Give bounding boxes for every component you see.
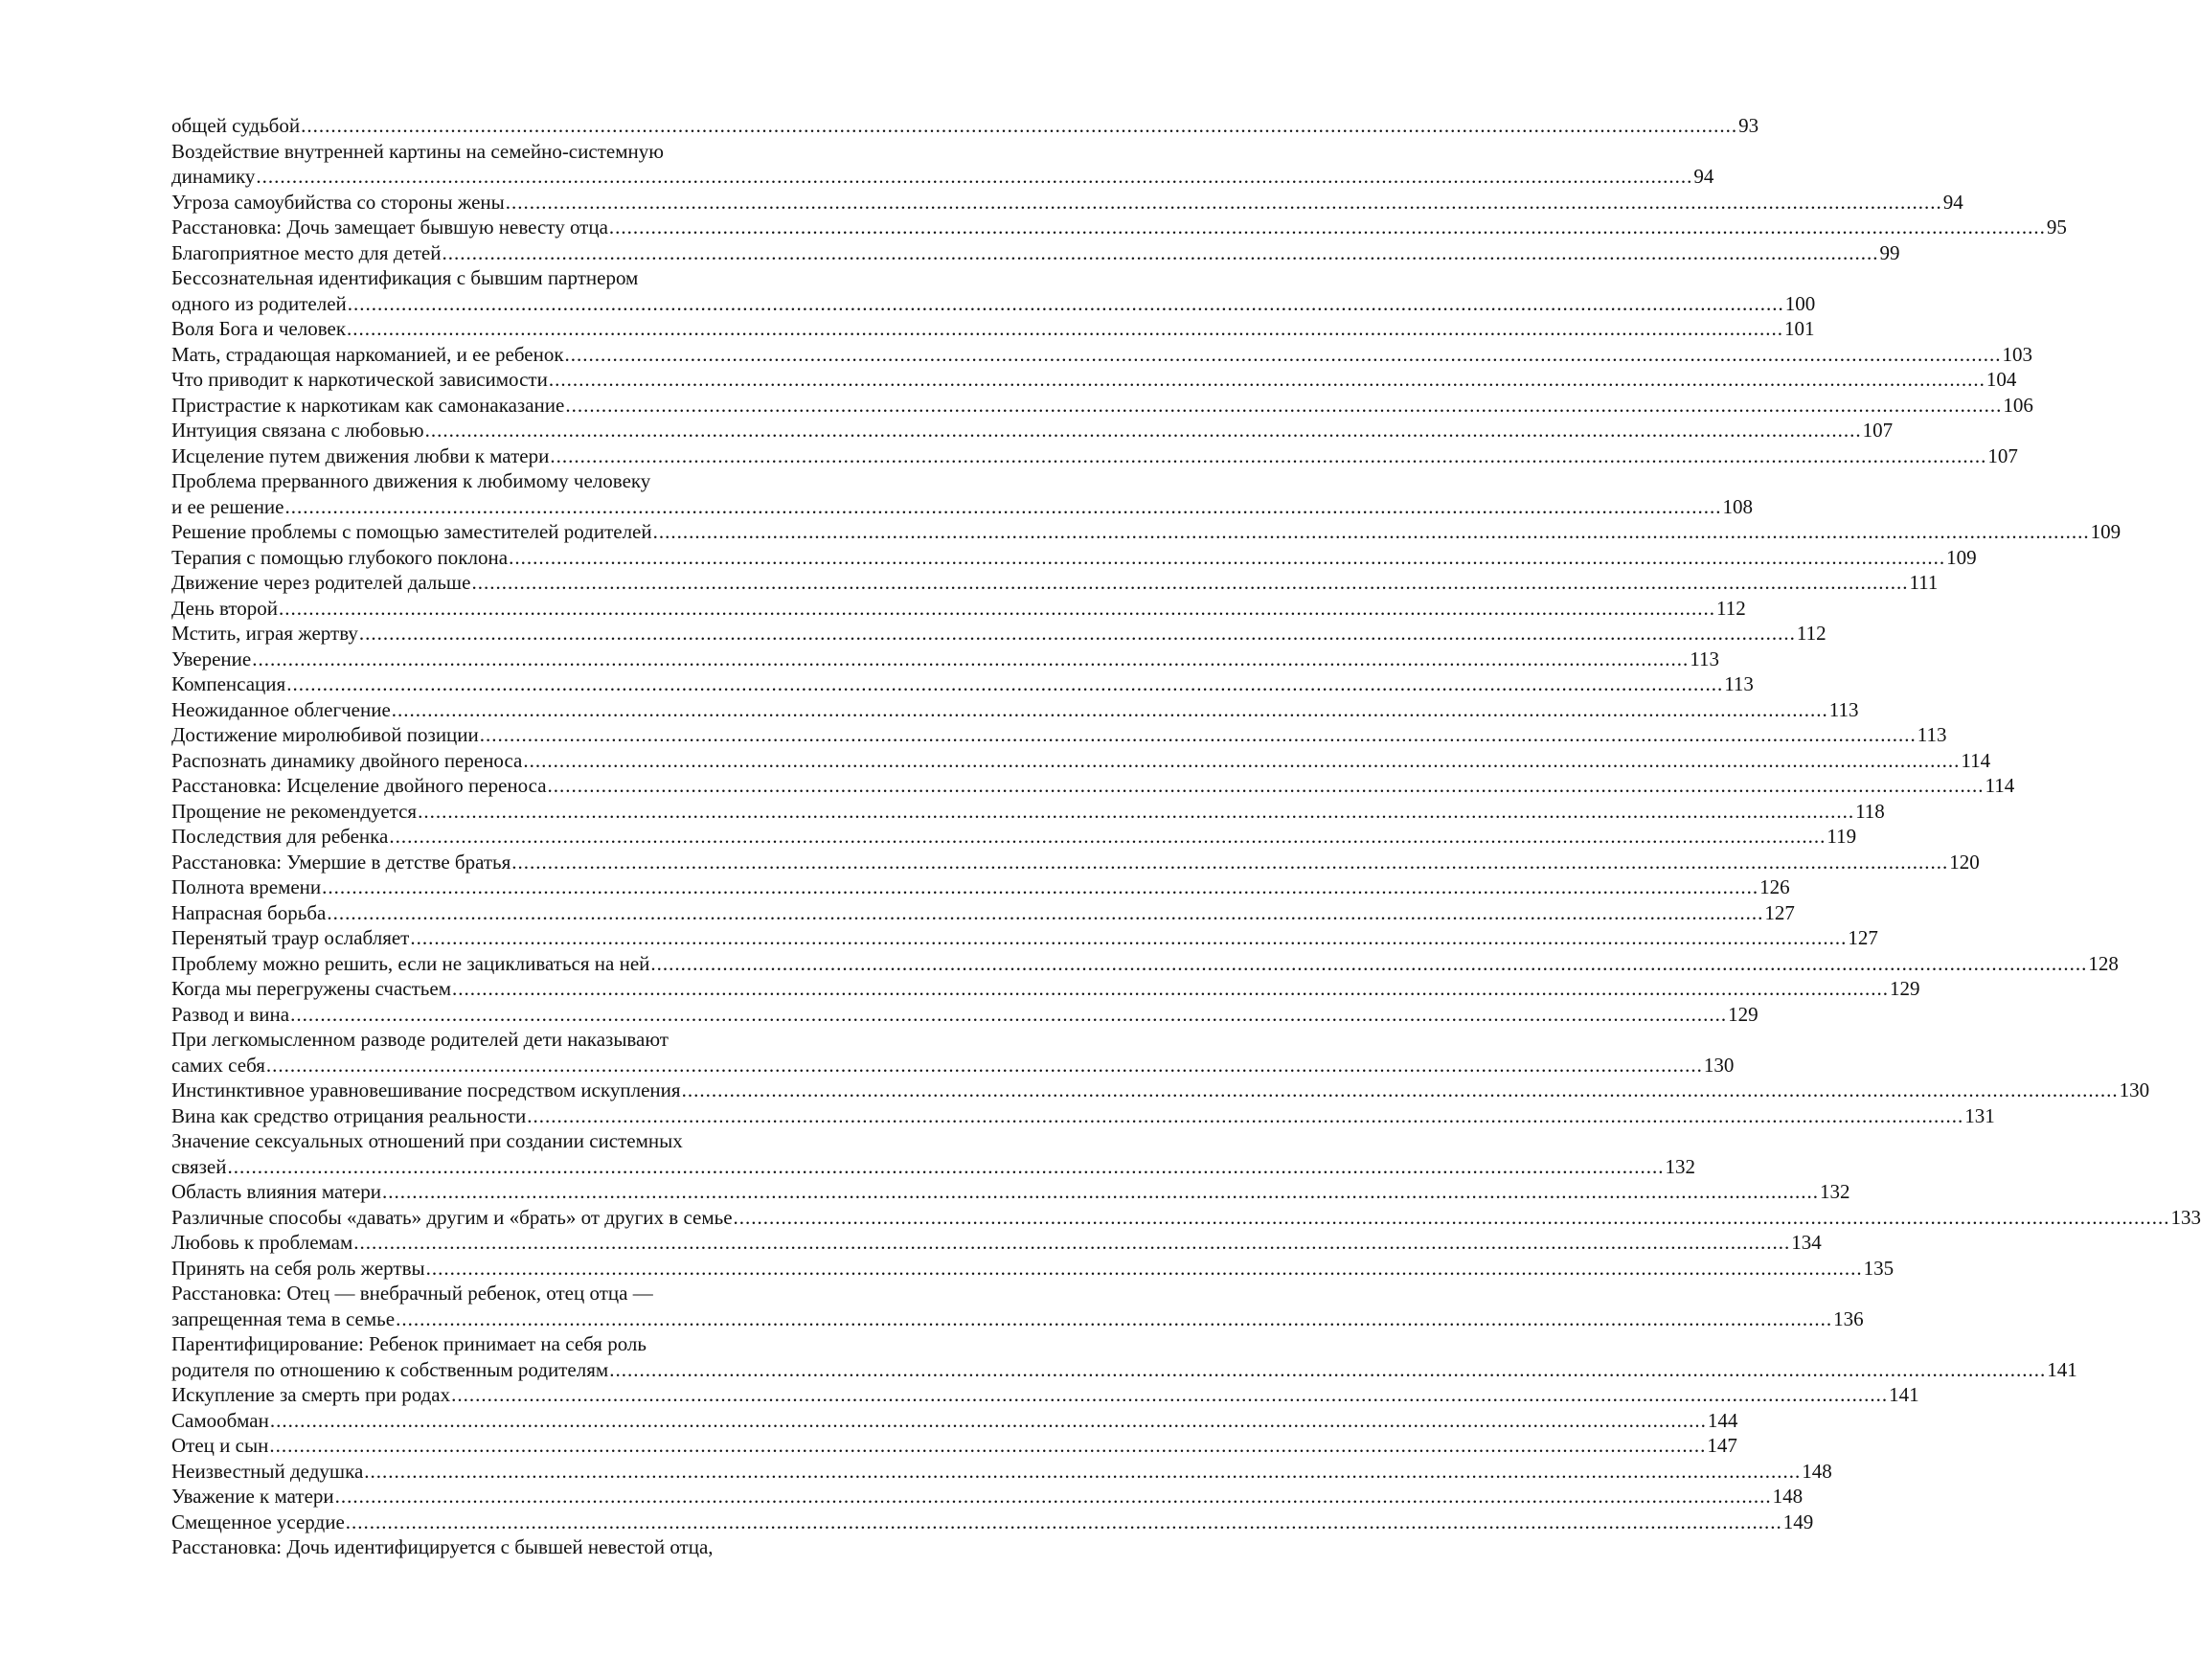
toc-page-number: 128: [2088, 951, 2119, 975]
toc-entry-title: Любовь к проблемам: [171, 1231, 353, 1254]
toc-page-number: 149: [1782, 1510, 1814, 1533]
toc-entry: [171, 393, 2033, 419]
toc-line: [171, 1408, 1738, 1434]
dot-leader: ................................................................................................................................................................................................................................................: [452, 977, 1889, 1000]
toc-entry-title: Искупление за смерть при родах: [171, 1383, 451, 1406]
toc-entry: [171, 1205, 2201, 1231]
toc-line: [171, 393, 2033, 419]
toc-entry-title: и ее решение: [171, 494, 284, 518]
toc-entry: [171, 1534, 899, 1560]
toc-page-number: 113: [1828, 697, 1859, 721]
toc-entry: [171, 418, 1894, 443]
toc-page-number: 113: [1690, 647, 1719, 670]
toc-page-number: 112: [1796, 622, 1827, 645]
toc-line: [171, 621, 1827, 647]
toc-page-number: 126: [1759, 875, 1790, 898]
toc-entry-title: Бессознательная идентификация с бывшим партнером: [171, 266, 639, 289]
toc-entry: [171, 925, 1878, 951]
toc-entry: [171, 570, 1939, 596]
toc-line: [171, 468, 899, 494]
toc-page-number: 114: [1985, 774, 2015, 797]
toc-page-number: 107: [1987, 443, 2018, 467]
toc-entry: [171, 1331, 2077, 1382]
toc-line: [171, 671, 1754, 697]
toc-line: [171, 748, 1991, 774]
toc-entry: [171, 824, 1857, 850]
toc-line: [171, 1128, 899, 1154]
toc-entry-title: Смещенное усердие: [171, 1510, 345, 1533]
toc-entry-title: День второй: [171, 596, 278, 620]
dot-leader: ................................................................................................................................................................................................................................................: [353, 1231, 1791, 1254]
dot-leader: ................................................................................................................................................................................................................................................: [364, 1459, 1802, 1483]
toc-line: [171, 418, 1894, 443]
toc-line: [171, 443, 2018, 469]
toc-line: [171, 139, 899, 165]
toc-line: [171, 596, 1746, 622]
toc-entry-title: Движение через родителей дальше: [171, 571, 471, 594]
toc-line: [171, 113, 1759, 139]
toc-entry: [171, 596, 1746, 622]
toc-entry: [171, 139, 1714, 190]
toc-line: [171, 1534, 899, 1560]
toc-line: [171, 1002, 1759, 1028]
toc-entry: [171, 1078, 2150, 1103]
toc-page-number: 104: [1985, 368, 2017, 391]
toc-entry-title: Расстановка: Умершие в детстве братья: [171, 850, 511, 874]
toc-entry-title: Угроза самоубийства со стороны жены: [171, 190, 505, 214]
toc-entry-title: Неожиданное облегчение: [171, 697, 391, 721]
toc-entry: [171, 1103, 1995, 1129]
dot-leader: ................................................................................................................................................................................................................................................: [527, 1103, 1964, 1127]
toc-line: [171, 799, 1885, 825]
toc-entry-title: Расстановка: Отец — внебрачный ребенок, отец отца —: [171, 1282, 653, 1305]
toc-entry-title: Развод и вина: [171, 1002, 290, 1026]
toc-entry-title: Пристрастие к наркотикам как самонаказание: [171, 393, 565, 417]
toc-page-number: 101: [1784, 317, 1815, 340]
toc-entry-title: Решение проблемы с помощью заместителей родителей: [171, 520, 652, 543]
dot-leader: ................................................................................................................................................................................................................................................: [565, 393, 2003, 417]
toc-page-number: 133: [2170, 1205, 2201, 1229]
toc-entry: [171, 1027, 1735, 1078]
toc-entry: [171, 773, 2015, 799]
toc-entry-title: Различные способы «давать» другим и «брать» от других в семье: [171, 1205, 733, 1229]
toc-page-number: 109: [2090, 520, 2122, 543]
dot-leader: ................................................................................................................................................................................................................................................: [345, 1510, 1782, 1533]
toc-entry: [171, 1281, 1864, 1331]
toc-entry: [171, 799, 1885, 825]
toc-entry: [171, 443, 2018, 469]
toc-entry-title: Проблема прерванного движения к любимому человеку: [171, 469, 651, 492]
dot-leader: ................................................................................................................................................................................................................................................: [327, 900, 1764, 924]
toc-page-number: 99: [1879, 240, 1900, 264]
toc-entry: [171, 671, 1754, 697]
toc-entry: [171, 1433, 1737, 1459]
dot-leader: ................................................................................................................................................................................................................................................: [547, 774, 1985, 797]
toc-entry: [171, 545, 1977, 571]
dot-leader: ................................................................................................................................................................................................................................................: [269, 1434, 1707, 1457]
toc-page-number: 129: [1890, 977, 1920, 1000]
toc-entry: [171, 748, 1991, 774]
toc-page-number: 141: [2047, 1357, 2077, 1381]
toc-page-number: 127: [1848, 926, 1878, 949]
toc-entry: [171, 1128, 1695, 1179]
toc-page-number: 130: [1703, 1053, 1735, 1077]
toc-entry-title: Принять на себя роль жертвы: [171, 1256, 425, 1280]
dot-leader: ................................................................................................................................................................................................................................................: [252, 647, 1690, 670]
toc-entry: [171, 874, 1790, 900]
toc-line: [171, 545, 1977, 571]
toc-entry-title: Когда мы перегружены счастьем: [171, 977, 451, 1000]
toc-page-number: 118: [1855, 799, 1885, 823]
toc-line: [171, 1103, 1995, 1129]
toc-line: [171, 697, 1859, 723]
toc-entry: [171, 647, 1719, 672]
toc-line: [171, 367, 2017, 393]
toc-entry-title: Терапия с помощью глубокого поклона: [171, 545, 509, 569]
toc-entry: [171, 240, 1900, 266]
dot-leader: ................................................................................................................................................................................................................................................: [334, 1485, 1772, 1508]
dot-leader: ................................................................................................................................................................................................................................................: [425, 1256, 1863, 1280]
toc-line: [171, 215, 2067, 240]
dot-leader: ................................................................................................................................................................................................................................................: [652, 520, 2090, 543]
toc-entry: [171, 1382, 1919, 1408]
toc-entry: [171, 215, 2067, 240]
toc-line: [171, 164, 1714, 190]
toc-entry-title: связей: [171, 1154, 227, 1178]
toc-line: [171, 316, 1815, 342]
dot-leader: ................................................................................................................................................................................................................................................: [269, 1408, 1707, 1432]
dot-leader: ................................................................................................................................................................................................................................................: [471, 571, 1909, 594]
dot-leader: ................................................................................................................................................................................................................................................: [451, 1383, 1889, 1406]
dot-leader: ................................................................................................................................................................................................................................................: [284, 494, 1722, 518]
toc-line: [171, 1433, 1737, 1459]
dot-leader: ................................................................................................................................................................................................................................................: [479, 723, 1917, 746]
toc-entry-title: Достижение миролюбивой позиции: [171, 723, 479, 746]
toc-entry: [171, 1002, 1759, 1028]
toc-line: [171, 1484, 1804, 1510]
toc-line: [171, 1357, 2077, 1383]
toc-page-number: 111: [1909, 571, 1939, 594]
toc-page-number: 107: [1862, 419, 1894, 442]
dot-leader: ................................................................................................................................................................................................................................................: [347, 317, 1784, 340]
toc-entry: [171, 900, 1795, 926]
dot-leader: ................................................................................................................................................................................................................................................: [396, 1306, 1833, 1330]
toc-page-number: 132: [1665, 1154, 1695, 1178]
toc-page-number: 131: [1964, 1103, 1995, 1127]
toc-page-number: 94: [1693, 165, 1714, 188]
toc-entry: [171, 1459, 1832, 1485]
dot-leader: ................................................................................................................................................................................................................................................: [650, 951, 2088, 975]
toc-entry-title: Расстановка: Исцеление двойного переноса: [171, 774, 547, 797]
toc-page-number: 93: [1738, 114, 1759, 137]
toc-entry-title: При легкомысленном разводе родителей дети наказывают: [171, 1028, 669, 1051]
dot-leader: ................................................................................................................................................................................................................................................: [523, 748, 1961, 772]
toc-line: [171, 1154, 1695, 1180]
toc-entry: [171, 850, 1980, 875]
toc-line: [171, 874, 1790, 900]
toc-page-number: 135: [1863, 1256, 1895, 1280]
toc-entry: [171, 190, 1963, 216]
toc-entry-title: Последствия для ребенка: [171, 825, 389, 848]
toc-page-number: 114: [1961, 748, 1991, 772]
dot-leader: ................................................................................................................................................................................................................................................: [550, 443, 1987, 467]
toc-page-number: 136: [1833, 1306, 1864, 1330]
toc-line: [171, 1179, 1850, 1205]
toc-line: [171, 925, 1878, 951]
toc-line: [171, 1459, 1832, 1485]
toc-line: [171, 1306, 1864, 1332]
dot-leader: ................................................................................................................................................................................................................................................: [391, 697, 1828, 721]
toc-page-number: 106: [2003, 393, 2033, 417]
toc-line: [171, 494, 1753, 520]
toc-line: [171, 1027, 899, 1053]
dot-leader: ................................................................................................................................................................................................................................................: [382, 1180, 1820, 1203]
toc-entry: [171, 316, 1815, 342]
toc-line: [171, 291, 1816, 317]
toc-entry-title: Интуиция связана с любовью: [171, 419, 424, 442]
toc-line: [171, 1078, 2150, 1103]
toc-entry-title: Уверение: [171, 647, 252, 670]
dot-leader: ................................................................................................................................................................................................................................................: [511, 850, 1949, 874]
toc-entry: [171, 468, 1753, 519]
toc-line: [171, 190, 1963, 216]
toc-page-number: 148: [1802, 1459, 1832, 1483]
toc-line: [171, 1510, 1814, 1535]
toc-entry-title: Напрасная борьба: [171, 900, 327, 924]
dot-leader: ................................................................................................................................................................................................................................................: [509, 545, 1946, 569]
dot-leader: ................................................................................................................................................................................................................................................: [548, 368, 1985, 391]
toc-page-number: 132: [1820, 1180, 1850, 1203]
toc-entry-title: запрещенная тема в семье: [171, 1306, 396, 1330]
toc-line: [171, 1331, 899, 1357]
dot-leader: ................................................................................................................................................................................................................................................: [227, 1154, 1665, 1178]
toc-entry: [171, 1408, 1738, 1434]
toc-entry: [171, 621, 1827, 647]
toc-entry-title: Проблему можно решить, если не зацикливаться на ней: [171, 951, 650, 975]
toc-entry: [171, 1256, 1895, 1282]
toc-line: [171, 722, 1947, 748]
toc-entry: [171, 265, 1816, 316]
toc-page-number: 148: [1772, 1485, 1804, 1508]
toc-entry: [171, 1179, 1850, 1205]
toc-line: [171, 519, 2122, 545]
dot-leader: ................................................................................................................................................................................................................................................: [347, 291, 1784, 315]
toc-line: [171, 1205, 2201, 1231]
toc-entry-title: Отец и сын: [171, 1434, 269, 1457]
toc-entry-title: Мать, страдающая наркоманией, и ее ребенок: [171, 342, 564, 366]
toc-entry: [171, 1230, 1822, 1256]
dot-leader: ................................................................................................................................................................................................................................................: [290, 1002, 1728, 1026]
toc-line: [171, 1053, 1735, 1078]
toc-entry-title: одного из родителей: [171, 291, 347, 315]
toc-entry-title: Распознать динамику двойного переноса: [171, 748, 523, 772]
toc-line: [171, 570, 1939, 596]
toc-entry-title: Инстинктивное уравновешивание посредством искупления: [171, 1078, 681, 1101]
toc-line: [171, 647, 1719, 672]
dot-leader: ................................................................................................................................................................................................................................................: [358, 622, 1796, 645]
toc-line: [171, 342, 2033, 368]
toc-line: [171, 976, 1920, 1002]
toc-page-number: 141: [1889, 1383, 1919, 1406]
dot-leader: ................................................................................................................................................................................................................................................: [442, 240, 1879, 264]
dot-leader: ................................................................................................................................................................................................................................................: [286, 672, 1724, 695]
dot-leader: ................................................................................................................................................................................................................................................: [389, 825, 1827, 848]
toc-entry-title: Что приводит к наркотической зависимости: [171, 368, 548, 391]
toc-entry-title: Самообман: [171, 1408, 269, 1432]
toc-page-number: 120: [1949, 850, 1980, 874]
toc-line: [171, 773, 2015, 799]
toc-page-number: 134: [1791, 1231, 1822, 1254]
dot-leader: ................................................................................................................................................................................................................................................: [256, 165, 1693, 188]
toc-entry: [171, 342, 2033, 368]
dot-leader: ................................................................................................................................................................................................................................................: [608, 216, 2046, 238]
toc-page-number: 112: [1716, 596, 1746, 620]
toc-entry: [171, 1484, 1804, 1510]
toc-page-number: 113: [1724, 672, 1754, 695]
toc-entry: [171, 951, 2119, 977]
toc-entry-title: Вина как средство отрицания реальности: [171, 1103, 527, 1127]
toc-entry-title: Значение сексуальных отношений при создании системных: [171, 1129, 683, 1152]
toc-line: [171, 240, 1900, 266]
toc-entry: [171, 722, 1947, 748]
dot-leader: ................................................................................................................................................................................................................................................: [410, 926, 1848, 949]
toc-entry: [171, 113, 1759, 139]
dot-leader: ................................................................................................................................................................................................................................................: [733, 1205, 2170, 1229]
table-of-contents: [171, 113, 2201, 1560]
toc-page-number: 108: [1722, 494, 1753, 518]
toc-line: [171, 850, 1980, 875]
dot-leader: ................................................................................................................................................................................................................................................: [424, 419, 1862, 442]
toc-page-number: 109: [1946, 545, 1977, 569]
toc-line: [171, 265, 899, 291]
toc-entry-title: Полнота времени: [171, 875, 322, 898]
toc-line: [171, 1382, 1919, 1408]
toc-page-number: 103: [2002, 342, 2033, 366]
toc-page-number: 129: [1728, 1002, 1759, 1026]
toc-line: [171, 951, 2119, 977]
toc-entry: [171, 519, 2122, 545]
toc-entry-title: Уважение к матери: [171, 1485, 334, 1508]
toc-page-number: 113: [1917, 723, 1947, 746]
toc-entry-title: Мстить, играя жертву: [171, 622, 358, 645]
dot-leader: ................................................................................................................................................................................................................................................: [609, 1357, 2047, 1381]
toc-entry-title: Компенсация: [171, 672, 286, 695]
toc-page-number: 127: [1764, 900, 1795, 924]
dot-leader: ................................................................................................................................................................................................................................................: [265, 1053, 1703, 1077]
toc-entry-title: общей судьбой: [171, 114, 301, 137]
dot-leader: ................................................................................................................................................................................................................................................: [564, 342, 2002, 366]
toc-page-number: 119: [1827, 825, 1857, 848]
toc-entry-title: Благоприятное место для детей: [171, 240, 442, 264]
toc-entry-title: Неизвестный дедушка: [171, 1459, 364, 1483]
toc-page-number: 130: [2119, 1078, 2150, 1101]
toc-entry-title: самих себя: [171, 1053, 265, 1077]
toc-line: [171, 1256, 1895, 1282]
dot-leader: ................................................................................................................................................................................................................................................: [418, 799, 1855, 823]
dot-leader: ................................................................................................................................................................................................................................................: [681, 1078, 2119, 1101]
dot-leader: ................................................................................................................................................................................................................................................: [505, 190, 1942, 214]
toc-entry-title: Перенятый траур ослабляет: [171, 926, 410, 949]
dot-leader: ................................................................................................................................................................................................................................................: [322, 875, 1759, 898]
toc-entry-title: Воля Бога и человек: [171, 317, 347, 340]
toc-entry: [171, 1510, 1814, 1535]
toc-entry-title: Парентифицирование: Ребенок принимает на себя роль: [171, 1332, 647, 1355]
toc-entry: [171, 697, 1859, 723]
toc-entry-title: Прощение не рекомендуется: [171, 799, 418, 823]
toc-page-number: 94: [1942, 190, 1963, 214]
toc-entry-title: Расстановка: Дочь идентифицируется с бывшей невестой отца,: [171, 1535, 714, 1558]
toc-line: [171, 824, 1857, 850]
toc-page-number: 144: [1707, 1408, 1738, 1432]
toc-line: [171, 900, 1795, 926]
dot-leader: ................................................................................................................................................................................................................................................: [301, 114, 1738, 137]
toc-entry-title: Исцеление путем движения любви к матери: [171, 443, 550, 467]
toc-entry-title: родителя по отношению к собственным родителям: [171, 1357, 609, 1381]
toc-page-number: 95: [2046, 216, 2067, 238]
toc-line: [171, 1230, 1822, 1256]
dot-leader: ................................................................................................................................................................................................................................................: [279, 596, 1715, 620]
toc-page-number: 100: [1784, 291, 1816, 315]
toc-entry: [171, 367, 2017, 393]
toc-entry-title: динамику: [171, 165, 256, 188]
toc-page-number: 147: [1707, 1434, 1737, 1457]
toc-entry: [171, 976, 1920, 1002]
toc-entry-title: Расстановка: Дочь замещает бывшую невесту отца: [171, 216, 608, 238]
toc-entry-title: Область влияния матери: [171, 1180, 382, 1203]
toc-entry-title: Воздействие внутренней картины на семейно-системную: [171, 139, 664, 163]
toc-line: [171, 1281, 899, 1306]
